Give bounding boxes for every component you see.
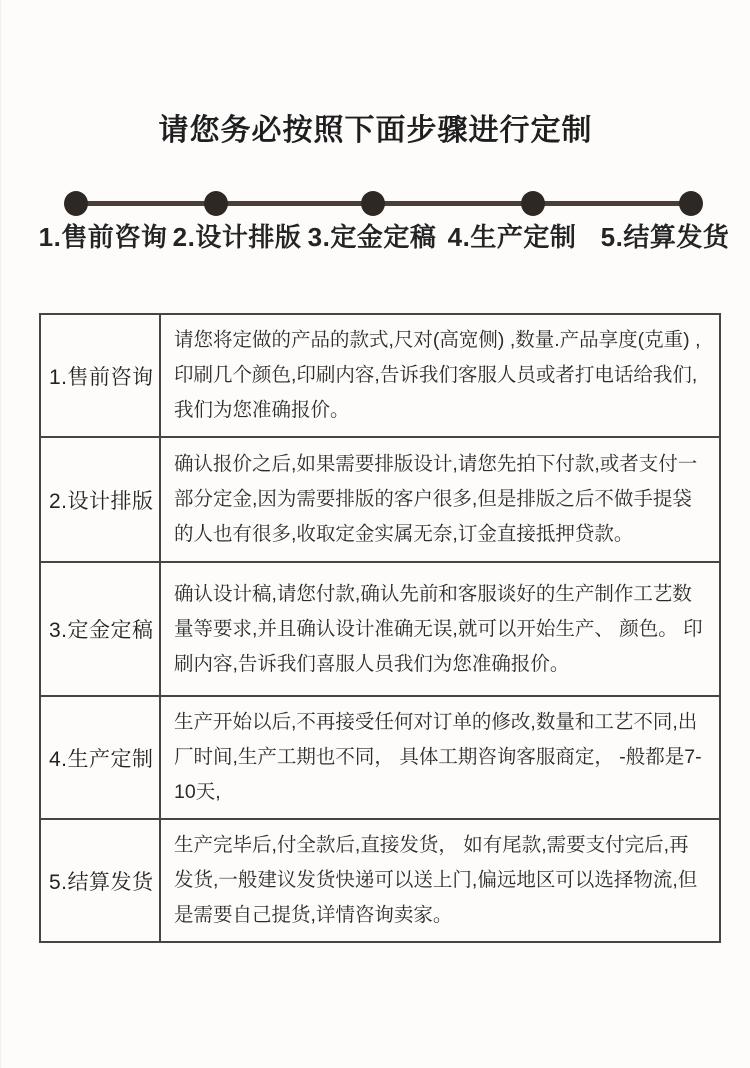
step-description-cell: 请您将定做的产品的款式,尺对(高宽侧) ,数量.产品享度(克重) ,印刷几个颜色,印刷内容,告诉我们客服人员或者打电话给我们,我们为您准确报价。 xyxy=(160,314,720,437)
timeline-dot-3 xyxy=(361,191,385,216)
step-description-cell: 确认设计稿,请您付款,确认先前和客服谈好的生产制作工艺数量等要求,并且确认设计准确无误,就可以开始生产、 颜色。 印刷内容,告诉我们喜服人员我们为您准确报价。 xyxy=(160,562,720,696)
timeline-dot-5 xyxy=(679,191,703,216)
step-description-cell: 确认报价之后,如果需要排版设计,请您先拍下付款,或者支付一部分定金,因为需要排版的客户很多,但是排版之后不做手提袋的人也有很多,收取定金实属无奈,订金直接抵押贷款。 xyxy=(160,437,720,562)
table-row xyxy=(40,314,720,437)
step-name-cell: 5.结算发货 xyxy=(40,819,160,942)
timeline-dot-4 xyxy=(521,191,545,216)
table-row xyxy=(40,437,720,562)
step-name-cell: 1.售前咨询 xyxy=(40,314,160,437)
step-name-cell: 2.设计排版 xyxy=(40,437,160,562)
timeline-step-label-1: 1.售前咨询 xyxy=(38,222,168,252)
page-title: 请您务必按照下面步骤进行定制 xyxy=(158,114,593,147)
timeline-dot-2 xyxy=(204,191,228,216)
timeline-step-label-5: 5.结算发货 xyxy=(600,222,730,252)
step-name-cell: 4.生产定制 xyxy=(40,696,160,819)
step-timeline xyxy=(1,191,750,253)
timeline-dot-1 xyxy=(64,191,88,216)
step-name-cell: 3.定金定稿 xyxy=(40,562,160,696)
step-description-cell: 生产开始以后,不再接受任何对订单的修改,数量和工艺不同,出厂时间,生产工期也不同， 具体工期咨询客服商定， -般都是7-10天, xyxy=(160,696,720,819)
table-row xyxy=(40,562,720,696)
timeline-step-label-3: 3.定金定稿 xyxy=(307,222,437,252)
process-table xyxy=(39,313,721,943)
step-description-cell: 生产完毕后,付全款后,直接发货， 如有尾款,需要支付完后,再发货,一般建议发货快递可以送上门,偏远地区可以选择物流,但是需要自己提货,详情咨询卖家。 xyxy=(160,819,720,942)
timeline-step-label-2: 2.设计排版 xyxy=(172,222,302,252)
timeline-step-label-4: 4.生产定制 xyxy=(447,222,577,252)
table-row xyxy=(40,696,720,819)
table-row xyxy=(40,819,720,942)
